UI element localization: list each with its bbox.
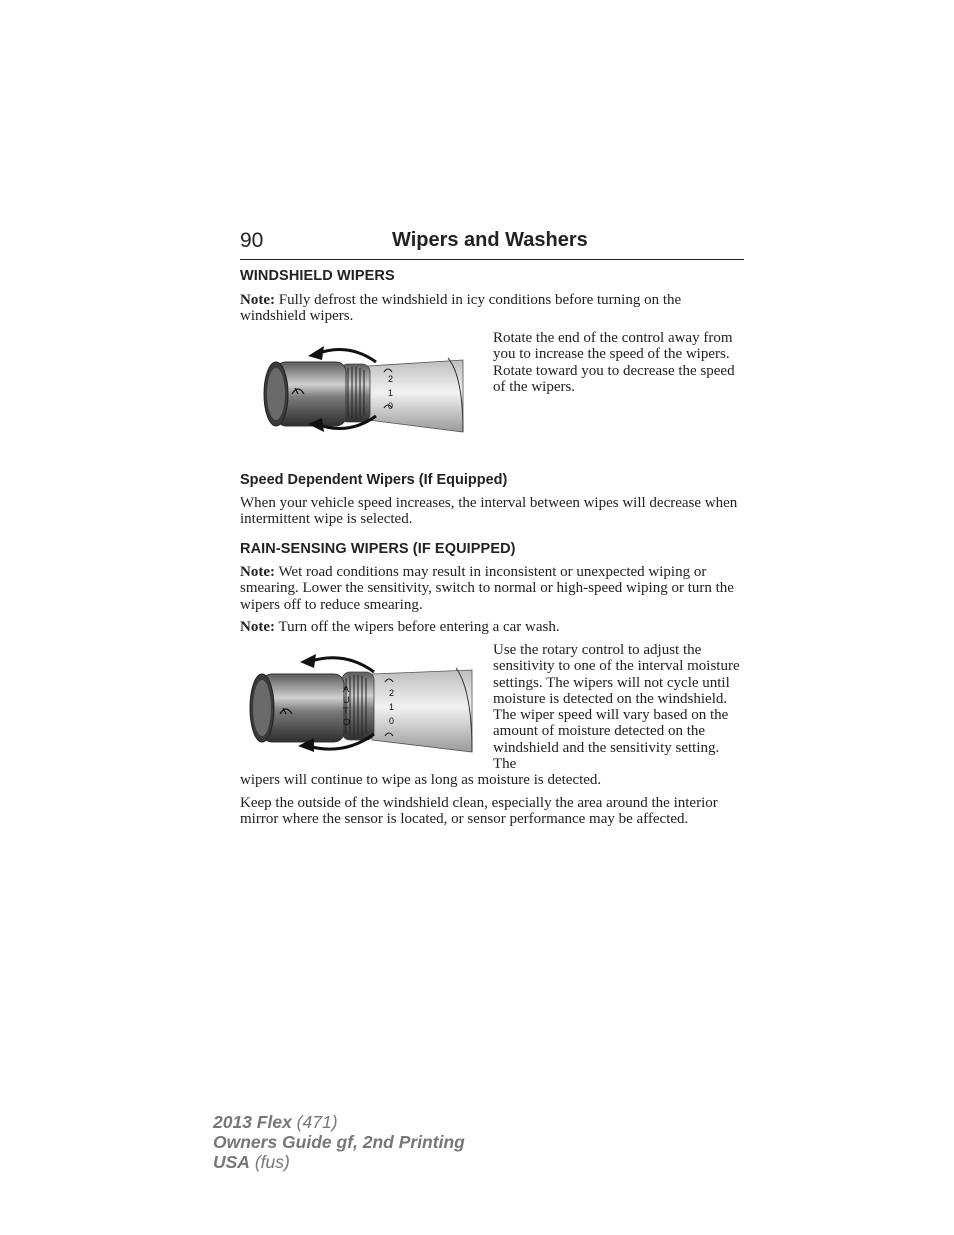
rotate-instructions: Rotate the end of the control away from you to increase the speed of the wipers. Rotate toward you to decrease the speed of the wipers.	[493, 330, 735, 395]
scale-2: 2	[388, 374, 394, 384]
page-footer	[213, 1112, 465, 1172]
auto-letter-t: T	[343, 706, 349, 716]
keep-clean-text: Keep the outside of the windshield clean, especially the area around the interior mirror where the sensor is located, or sensor performance may be affected.	[240, 795, 718, 828]
rain-sensing-control-figure	[244, 650, 476, 756]
note-text: Fully defrost the windshield in icy conditions before turning on the windshield wipers.	[240, 292, 682, 325]
auto-letter-u: U	[343, 695, 350, 705]
model-code: (471)	[291, 1112, 338, 1132]
auto-letter-a: A	[343, 684, 350, 694]
footer-region	[213, 1152, 465, 1172]
rotary-instructions-continued: wipers will continue to wipe as long as moisture is detected.	[240, 772, 602, 788]
footer-guide: Owners Guide gf, 2nd Printing	[213, 1132, 465, 1152]
footer-model	[213, 1112, 465, 1132]
note-text: Wet road conditions may result in inconsistent or unexpected wiping or smearing. Lower the sensitivity, switch to normal or high-speed wiping or turn the wipers off to reduce smearing.	[240, 564, 734, 613]
note-text: Turn off the wipers before entering a car wash.	[274, 619, 560, 635]
model-name: 2013 Flex	[213, 1112, 292, 1132]
note-label: Note:	[240, 292, 275, 308]
scale-0: 0	[389, 716, 395, 726]
chapter-title: Wipers and Washers	[392, 229, 588, 251]
speed-dependent-text: When your vehicle speed increases, the interval between wipes will decrease when intermittent wipe is selected.	[240, 495, 738, 528]
region-code: (fus)	[249, 1152, 290, 1172]
note-wet-road	[240, 564, 744, 613]
scale-2: 2	[389, 688, 395, 698]
scale-0: 0	[388, 401, 394, 411]
note-label: Note:	[240, 564, 275, 580]
note-car-wash	[240, 619, 744, 635]
scale-1: 1	[389, 702, 395, 712]
note-label: Note:	[240, 619, 275, 635]
note-defrost	[240, 292, 744, 325]
region-name: USA	[213, 1152, 250, 1172]
heading-rain-sensing: RAIN-SENSING WIPERS (IF EQUIPPED)	[240, 541, 516, 557]
scale-1: 1	[388, 388, 394, 398]
rotary-instructions: Use the rotary control to adjust the sensitivity to one of the interval moisture settings. The wipers will not cycle until moisture is detected on the windshield. The wiper speed will vary based on the amount of moisture detected on the windshield and the sensitivity setting. The	[493, 642, 740, 773]
page-number: 90	[240, 229, 264, 252]
auto-letter-o: O	[343, 717, 351, 727]
wiper-stalk-illustration	[258, 336, 468, 436]
heading-speed-dependent: Speed Dependent Wipers (If Equipped)	[240, 472, 508, 488]
heading-windshield-wipers: WINDSHIELD WIPERS	[240, 268, 395, 284]
rain-sensor-stalk-illustration	[244, 650, 476, 756]
wiper-control-figure	[258, 336, 468, 436]
page-header	[240, 229, 744, 260]
